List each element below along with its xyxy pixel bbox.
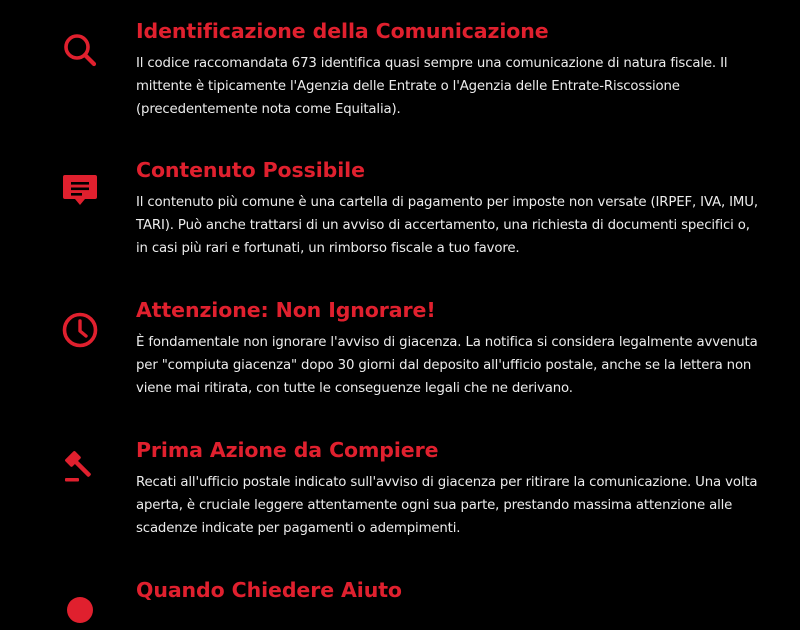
search-icon: [60, 30, 100, 70]
section-title: Quando Chiedere Aiuto: [136, 578, 402, 602]
section-title: Identificazione della Comunicazione: [136, 19, 549, 43]
section-text: Il contenuto più comune è una cartella di pagamento per imposte non versate (IRPEF, IVA, IMU, TARI). Può anche trattarsi di un avviso di accertamento, una richiesta di documenti specifici o, in casi più rari e fortunati, un rimborso fiscale a tuo favore.: [136, 195, 758, 257]
clock-icon: [60, 310, 100, 350]
section-title: Contenuto Possibile: [136, 158, 365, 182]
section-text: Il codice raccomandata 673 identifica quasi sempre una comunicazione di natura fiscale. Il mittente è tipicamente l'Agenzia delle Entrate o l'Agenzia delle Entrate-Riscossione (precedentemente nota come Equitalia).: [136, 56, 728, 118]
section-text: È fondamentale non ignorare l'avviso di giacenza. La notifica si considera legalmente avvenuta per "compiuta giacenza" dopo 30 giorni dal deposito all'ufficio postale, anche se la lettera non viene mai ritirata, con tutte le conseguenze legali che ne derivano.: [136, 335, 758, 397]
section-title: Prima Azione da Compiere: [136, 438, 439, 462]
gavel-icon: [60, 446, 100, 486]
message-icon: [60, 170, 100, 210]
section-text: Recati all'ufficio postale indicato sull'avviso di giacenza per ritirare la comunicazione. Una volta aperta, è cruciale leggere attentamente ogni sua parte, prestando massima attenzione alle scadenze indicate per pagamenti o adempimenti.: [136, 475, 758, 537]
help-icon: [60, 590, 100, 630]
section-title: Attenzione: Non Ignorare!: [136, 298, 436, 322]
